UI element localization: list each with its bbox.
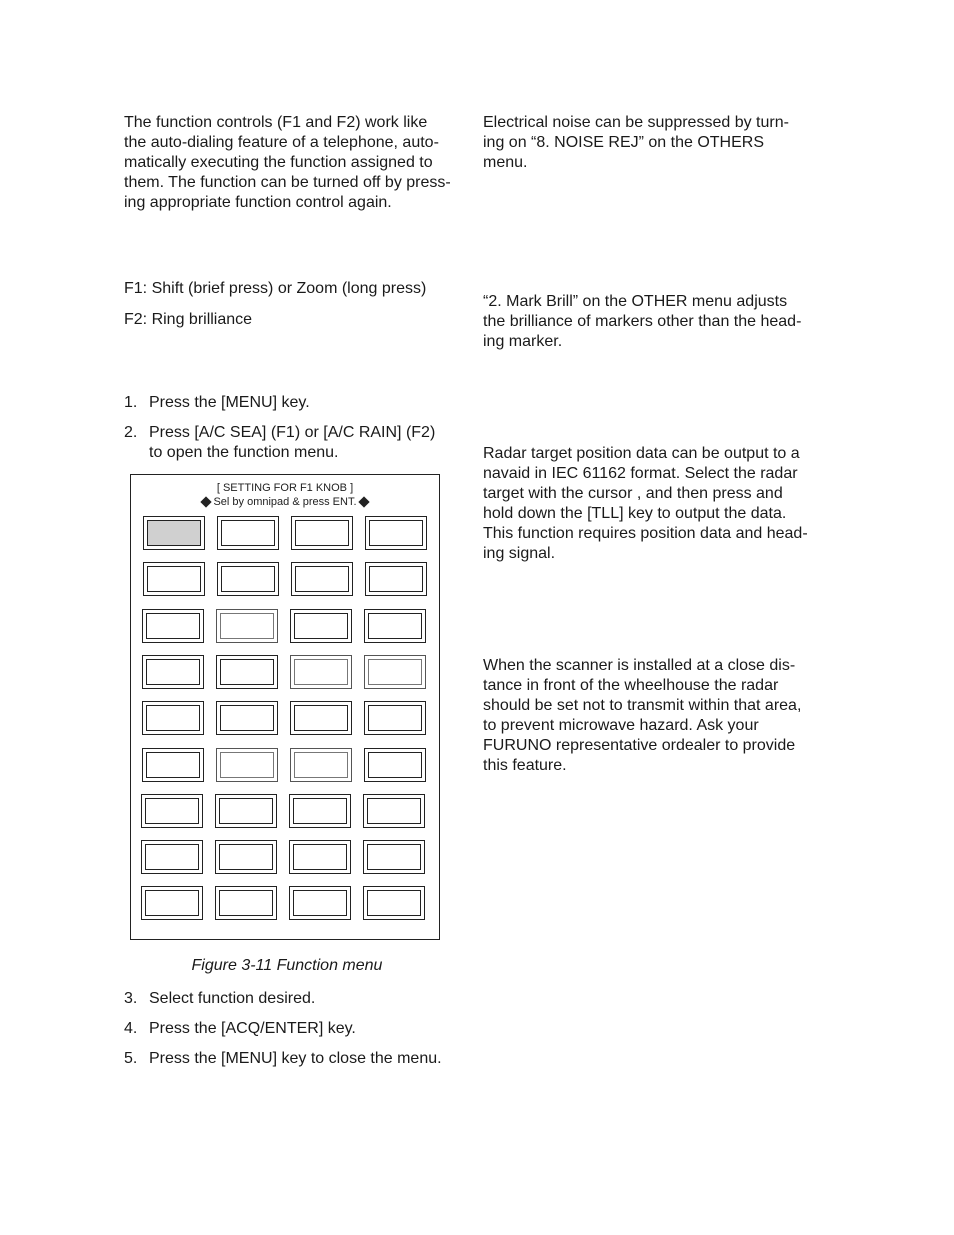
mark-brill-paragraph: “2. Mark Brill” on the OTHER menu adjusts the brilliance of markers other than the head- ing marker.	[483, 293, 802, 350]
function-menu-cell[interactable]	[289, 886, 351, 920]
function-menu-cell[interactable]	[217, 516, 279, 550]
function-menu-cell[interactable]	[143, 516, 205, 550]
noise-rejection-paragraph: Electrical noise can be suppressed by turn- ing on “8. NOISE REJ” on the OTHERS menu.	[483, 114, 789, 171]
step-text: Press [A/C SEA] (F1) or [A/C RAIN] (F2) to open the function menu.	[149, 424, 436, 461]
function-menu-cell[interactable]	[289, 794, 351, 828]
step-text: Press the [ACQ/ENTER] key.	[149, 1020, 356, 1037]
function-menu-cell[interactable]	[216, 748, 278, 782]
function-menu-cell[interactable]	[289, 840, 351, 874]
function-controls-paragraph: The function controls (F1 and F2) work like the auto-dialing feature of a telephone, auto- matically executing the function assigned to them. The function can be turned off by press- ing appropriate function control again.	[124, 114, 451, 211]
step-number: 2.	[124, 424, 138, 441]
target-output-paragraph: Radar target position data can be output to a navaid in IEC 61162 format. Select the radar target with the cursor , and then press and hold down the [TLL] key to output the data. This function requires position data and head- ing signal.	[483, 445, 808, 562]
function-menu-cell[interactable]	[291, 562, 353, 596]
diamond-icon	[358, 496, 369, 507]
function-menu-cell[interactable]	[364, 609, 426, 643]
step-number: 4.	[124, 1020, 138, 1037]
function-menu-cell[interactable]	[363, 794, 425, 828]
function-menu-cell[interactable]	[364, 748, 426, 782]
function-menu-cell[interactable]	[290, 748, 352, 782]
function-menu-cell[interactable]	[290, 655, 352, 689]
function-menu-cell[interactable]	[363, 886, 425, 920]
function-menu-cell[interactable]	[142, 655, 204, 689]
function-menu-instruction: Sel by omnipad & press ENT.	[213, 496, 357, 508]
function-menu-cell[interactable]	[215, 840, 277, 874]
function-menu-cell[interactable]	[141, 840, 203, 874]
function-menu-cell[interactable]	[290, 701, 352, 735]
function-menu-cell[interactable]	[216, 609, 278, 643]
function-menu-cell[interactable]	[365, 562, 427, 596]
step-text: Press the [MENU] key to close the menu.	[149, 1050, 442, 1067]
sector-blank-paragraph: When the scanner is installed at a close dis- tance in front of the wheelhouse the radar should be set not to transmit within that area, to prevent microwave hazard. Ask your FURUNO representative ordealer to provide this feature.	[483, 657, 802, 774]
f1-description: F1: Shift (brief press) or Zoom (long press)	[124, 280, 427, 297]
function-menu-cell[interactable]	[142, 701, 204, 735]
function-menu-figure	[130, 474, 440, 940]
function-menu-cell[interactable]	[216, 701, 278, 735]
step-text: Select function desired.	[149, 990, 316, 1007]
function-menu-cell[interactable]	[141, 886, 203, 920]
function-menu-cell[interactable]	[290, 609, 352, 643]
function-menu-cell[interactable]	[142, 609, 204, 643]
function-menu-title: [ SETTING FOR F1 KNOB ]	[216, 482, 354, 494]
diamond-icon	[201, 496, 212, 507]
step-number: 5.	[124, 1050, 138, 1067]
step-number: 3.	[124, 990, 138, 1007]
function-menu-cell[interactable]	[142, 748, 204, 782]
function-menu-cell[interactable]	[364, 701, 426, 735]
function-menu-cell[interactable]	[217, 562, 279, 596]
function-menu-cell[interactable]	[291, 516, 353, 550]
function-menu-cell[interactable]	[216, 655, 278, 689]
function-menu-cell[interactable]	[365, 516, 427, 550]
function-menu-cell[interactable]	[215, 794, 277, 828]
step-number: 1.	[124, 394, 138, 411]
f2-description: F2: Ring brilliance	[124, 311, 253, 328]
function-menu-cell[interactable]	[364, 655, 426, 689]
function-menu-header	[131, 481, 439, 509]
function-menu-cell[interactable]	[141, 794, 203, 828]
function-menu-cell[interactable]	[143, 562, 205, 596]
step-text: Press the [MENU] key.	[149, 394, 310, 411]
function-menu-cell[interactable]	[363, 840, 425, 874]
figure-caption: Figure 3-11 Function menu	[191, 957, 383, 974]
function-menu-cell[interactable]	[215, 886, 277, 920]
